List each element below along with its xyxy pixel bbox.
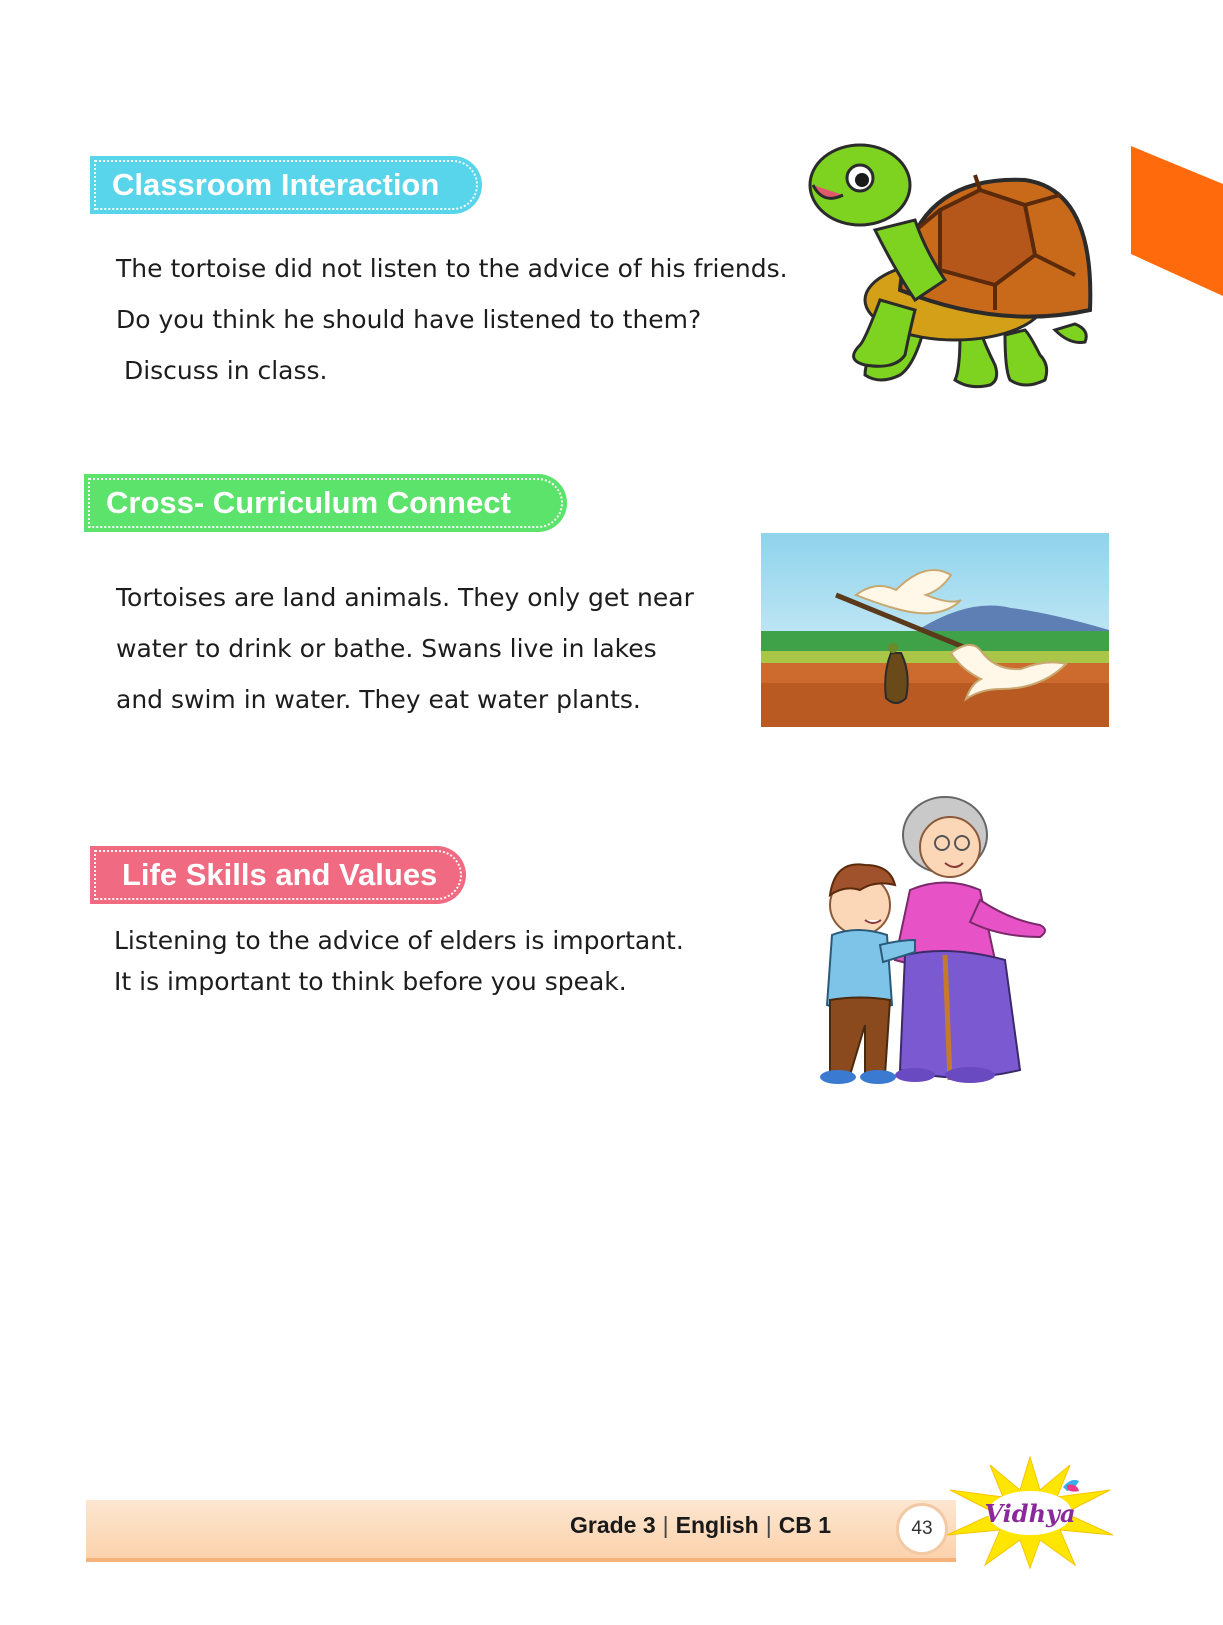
tortoise-illustration xyxy=(805,140,1095,390)
footer-subject: English xyxy=(675,1512,759,1538)
text-line: and swim in water. They eat water plants. xyxy=(116,685,641,714)
svg-text:Vidhya: Vidhya xyxy=(984,1499,1076,1528)
section-title: Life Skills and Values xyxy=(122,857,438,892)
section-header-cross-curriculum-connect xyxy=(84,474,567,532)
classroom-interaction-text xyxy=(116,243,788,396)
life-skills-text xyxy=(114,920,684,1002)
text-line: Do you think he should have listened to them? xyxy=(116,305,702,334)
section-header-classroom-interaction xyxy=(90,156,482,214)
text-line: Tortoises are land animals. They only get near xyxy=(116,583,694,612)
text-line: Discuss in class. xyxy=(116,356,328,385)
section-header-life-skills-and-values xyxy=(90,846,466,904)
footer-separator: | xyxy=(765,1512,772,1538)
boy-helping-grandmother-illustration xyxy=(820,785,1060,1115)
text-line: Listening to the advice of elders is important. xyxy=(114,926,684,955)
swans-carrying-tortoise-illustration xyxy=(761,533,1109,727)
text-line: The tortoise did not listen to the advice of his friends. xyxy=(116,254,788,283)
footer-grade: Grade 3 xyxy=(570,1512,656,1538)
page-number: 43 xyxy=(896,1503,948,1555)
footer-book-info xyxy=(570,1512,831,1539)
corner-tab-decoration xyxy=(1131,146,1223,296)
section-title: Cross- Curriculum Connect xyxy=(106,485,511,520)
footer-book: CB 1 xyxy=(778,1512,832,1538)
text-line: water to drink or bathe. Swans live in lakes xyxy=(116,634,657,663)
section-title: Classroom Interaction xyxy=(112,167,440,202)
footer-separator: | xyxy=(662,1512,669,1538)
text-line: It is important to think before you speak. xyxy=(114,967,627,996)
cross-curriculum-text xyxy=(116,572,694,725)
vidhya-sun-logo xyxy=(945,1455,1115,1570)
